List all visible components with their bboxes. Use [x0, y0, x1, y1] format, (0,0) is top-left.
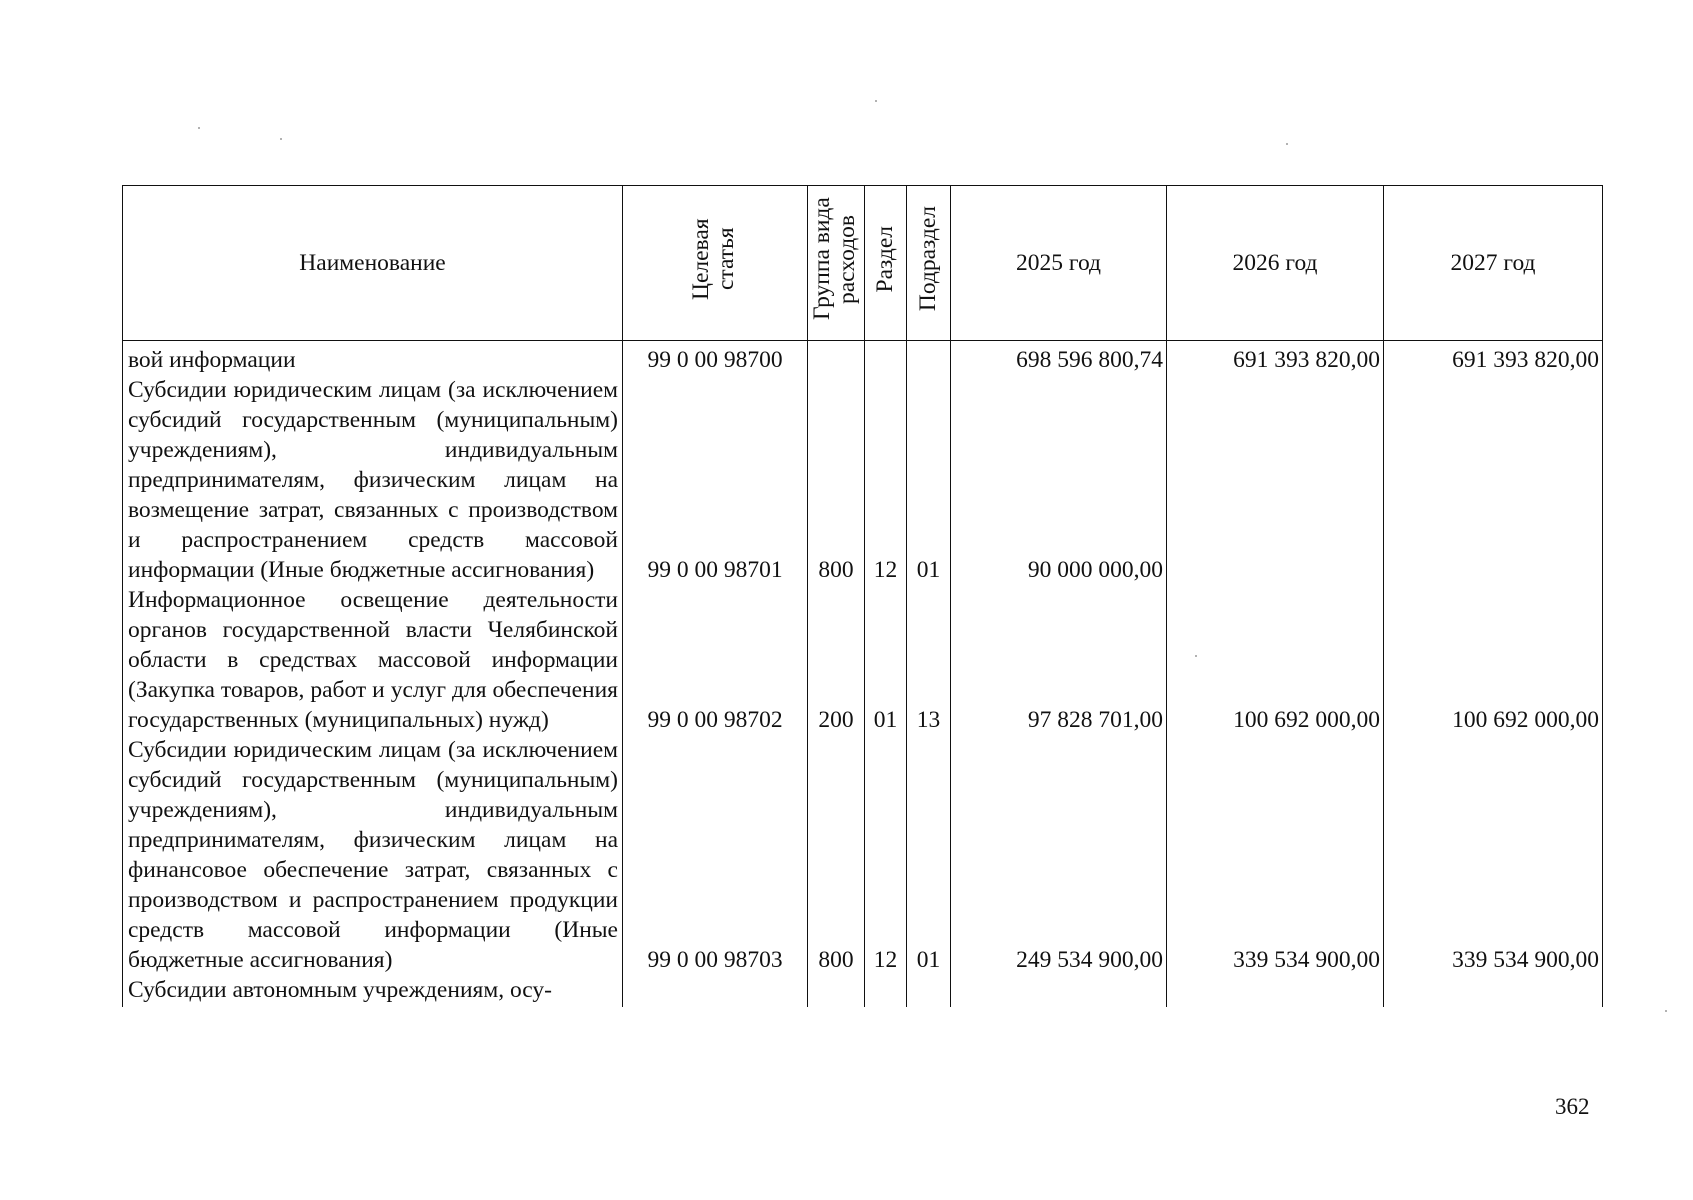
row-amount-2026: 691 393 820,00 [1167, 341, 1384, 376]
row-target-article: 99 0 00 98701 [623, 375, 808, 585]
row-subsection: 01 [907, 375, 951, 585]
row-expense-group [808, 975, 865, 1007]
row-name: Субсидии автономным учреждениям, осу- [123, 975, 623, 1007]
row-amount-2027 [1384, 375, 1603, 585]
row-amount-2027: 100 692 000,00 [1384, 585, 1603, 735]
row-amount-2025: 698 596 800,74 [951, 341, 1167, 376]
row-expense-group: 800 [808, 375, 865, 585]
table-row [123, 585, 1603, 735]
budget-table [122, 185, 1603, 1007]
scan-speck [875, 100, 877, 102]
row-subsection: 01 [907, 735, 951, 975]
header-name: Наименование [123, 186, 623, 341]
row-target-article: 99 0 00 98703 [623, 735, 808, 975]
row-subsection: 13 [907, 585, 951, 735]
table-row [123, 375, 1603, 585]
scan-speck [1286, 143, 1288, 145]
row-expense-group: 800 [808, 735, 865, 975]
row-section [865, 341, 907, 376]
row-amount-2025: 97 828 701,00 [951, 585, 1167, 735]
row-expense-group [808, 341, 865, 376]
row-subsection [907, 341, 951, 376]
row-target-article: 99 0 00 98700 [623, 341, 808, 376]
table-row [123, 735, 1603, 975]
header-subsection: Подраздел [907, 186, 951, 341]
row-amount-2025 [951, 975, 1167, 1007]
header-year-2027: 2027 год [1384, 186, 1603, 341]
row-name: Субсидии юридическим лицам (за исключением субсидий государственным (муниципальным) учреждениям), индивидуальным предпринимателям, физическим лицам на возмещение затрат, связанных с производством и распространением средств массовой информации (Иные бюджетные ассигнования) [123, 375, 623, 585]
row-amount-2027: 691 393 820,00 [1384, 341, 1603, 376]
scan-speck [1665, 1010, 1667, 1012]
row-section: 12 [865, 735, 907, 975]
header-target-article: Целевая статья [623, 186, 808, 341]
header-year-2026: 2026 год [1167, 186, 1384, 341]
row-subsection [907, 975, 951, 1007]
row-amount-2026: 100 692 000,00 [1167, 585, 1384, 735]
scan-speck [198, 127, 200, 129]
row-section [865, 975, 907, 1007]
page-number: 362 [1555, 1094, 1590, 1119]
table-header-row [123, 186, 1603, 341]
row-amount-2025: 90 000 000,00 [951, 375, 1167, 585]
table-row [123, 341, 1603, 376]
header-year-2025: 2025 год [951, 186, 1167, 341]
row-target-article [623, 975, 808, 1007]
row-amount-2026 [1167, 975, 1384, 1007]
row-amount-2027 [1384, 975, 1603, 1007]
row-amount-2026: 339 534 900,00 [1167, 735, 1384, 975]
row-name: Информационное освещение деятельности органов государственной власти Челябинской области в средствах массовой информации (Закупка товаров, работ и услуг для обеспечения государственных (муниципальных) нужд) [123, 585, 623, 735]
table-row [123, 975, 1603, 1007]
scan-speck [280, 138, 282, 140]
row-name: Субсидии юридическим лицам (за исключением субсидий государственным (муниципальным) учреждениям), индивидуальным предпринимателям, физическим лицам на финансовое обеспечение затрат, связанных с производством и распространением продукции средств массовой информации (Иные бюджетные ассигнования) [123, 735, 623, 975]
row-section: 12 [865, 375, 907, 585]
row-expense-group: 200 [808, 585, 865, 735]
row-target-article: 99 0 00 98702 [623, 585, 808, 735]
row-name: вой информации [123, 341, 623, 376]
header-expense-group: Группа вида расходов [808, 186, 865, 341]
row-amount-2025: 249 534 900,00 [951, 735, 1167, 975]
row-amount-2026 [1167, 375, 1384, 585]
row-amount-2027: 339 534 900,00 [1384, 735, 1603, 975]
row-section: 01 [865, 585, 907, 735]
header-section: Раздел [865, 186, 907, 341]
